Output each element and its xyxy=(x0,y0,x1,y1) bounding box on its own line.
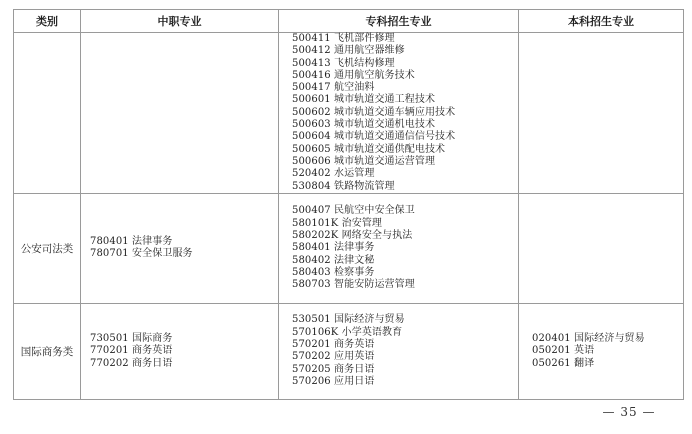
associate-majors-cell xyxy=(279,33,519,194)
associate-majors-cell xyxy=(279,193,519,303)
major-list-item: 500605 城市轨道交通供配电技术 xyxy=(292,143,446,155)
major-list-item: 050201 英语 xyxy=(532,345,595,357)
associate-majors-list xyxy=(292,205,518,291)
category-cell xyxy=(14,33,81,194)
major-list-item: 580403 检察事务 xyxy=(292,266,375,278)
major-list-item: 730501 国际商务 xyxy=(90,332,173,344)
major-list-item: 780401 法律事务 xyxy=(90,236,173,248)
secondary-majors-list xyxy=(90,236,278,261)
major-list-item: 500416 通用航空航务技术 xyxy=(292,69,415,81)
header-undergraduate-majors: 本科招生专业 xyxy=(519,10,684,33)
major-list-item: 580101K 治安管理 xyxy=(292,217,383,229)
major-list-item: 580401 法律事务 xyxy=(292,242,375,254)
secondary-majors-cell xyxy=(81,33,279,194)
table-row xyxy=(14,193,684,303)
undergraduate-majors-cell xyxy=(519,303,684,399)
table-row xyxy=(14,303,684,399)
undergraduate-majors-cell xyxy=(519,33,684,194)
major-list-item: 780701 安全保卫服务 xyxy=(90,248,193,260)
major-list-item: 500417 航空油料 xyxy=(292,82,375,94)
major-list-item: 570206 应用日语 xyxy=(292,375,375,387)
major-list-item: 520402 水运管理 xyxy=(292,168,375,180)
major-list-item: 530501 国际经济与贸易 xyxy=(292,314,405,326)
header-category: 类别 xyxy=(14,10,81,33)
major-list-item: 500602 城市轨道交通车辆应用技术 xyxy=(292,106,456,118)
header-secondary-majors: 中职专业 xyxy=(81,10,279,33)
major-list-item: 770202 商务日语 xyxy=(90,357,173,369)
secondary-majors-cell xyxy=(81,193,279,303)
major-list-item: 500601 城市轨道交通工程技术 xyxy=(292,94,436,106)
table-row xyxy=(14,33,684,194)
table-header-row xyxy=(14,10,684,33)
major-list-item: 050261 翻译 xyxy=(532,357,595,369)
major-list-item: 500411 飞机部件修理 xyxy=(292,33,395,44)
associate-majors-list xyxy=(292,314,518,388)
secondary-majors-cell xyxy=(81,303,279,399)
major-list-item: 500407 民航空中安全保卫 xyxy=(292,205,415,217)
category-cell: 国际商务类 xyxy=(14,303,81,399)
page-number: — 35 — xyxy=(602,405,656,419)
undergraduate-majors-cell xyxy=(519,193,684,303)
major-list-item: 500606 城市轨道交通运营管理 xyxy=(292,155,436,167)
major-list-item: 570201 商务英语 xyxy=(292,339,375,351)
major-list-item: 580703 智能安防运营管理 xyxy=(292,279,415,291)
major-list-item: 020401 国际经济与贸易 xyxy=(532,332,645,344)
major-list-item: 570205 商务日语 xyxy=(292,363,375,375)
major-list-item: 500413 飞机结构修理 xyxy=(292,57,395,69)
major-list-item: 530804 铁路物流管理 xyxy=(292,180,395,192)
undergraduate-majors-list xyxy=(532,333,683,370)
major-list-item: 580202K 网络安全与执法 xyxy=(292,229,413,241)
major-list-item: 500603 城市轨道交通机电技术 xyxy=(292,119,436,131)
major-list-item: 570202 应用英语 xyxy=(292,351,375,363)
secondary-majors-list xyxy=(90,333,278,370)
header-associate-majors: 专科招生专业 xyxy=(279,10,519,33)
major-table xyxy=(13,9,684,400)
major-list-item: 580402 法律文秘 xyxy=(292,254,375,266)
major-list-item: 500604 城市轨道交通通信信号技术 xyxy=(292,131,456,143)
major-list-item: 500412 通用航空器维修 xyxy=(292,45,405,57)
category-cell: 公安司法类 xyxy=(14,193,81,303)
associate-majors-cell xyxy=(279,303,519,399)
associate-majors-list xyxy=(292,33,518,193)
major-list-item: 570106K 小学英语教育 xyxy=(292,326,403,338)
major-list-item: 770201 商务英语 xyxy=(90,345,173,357)
